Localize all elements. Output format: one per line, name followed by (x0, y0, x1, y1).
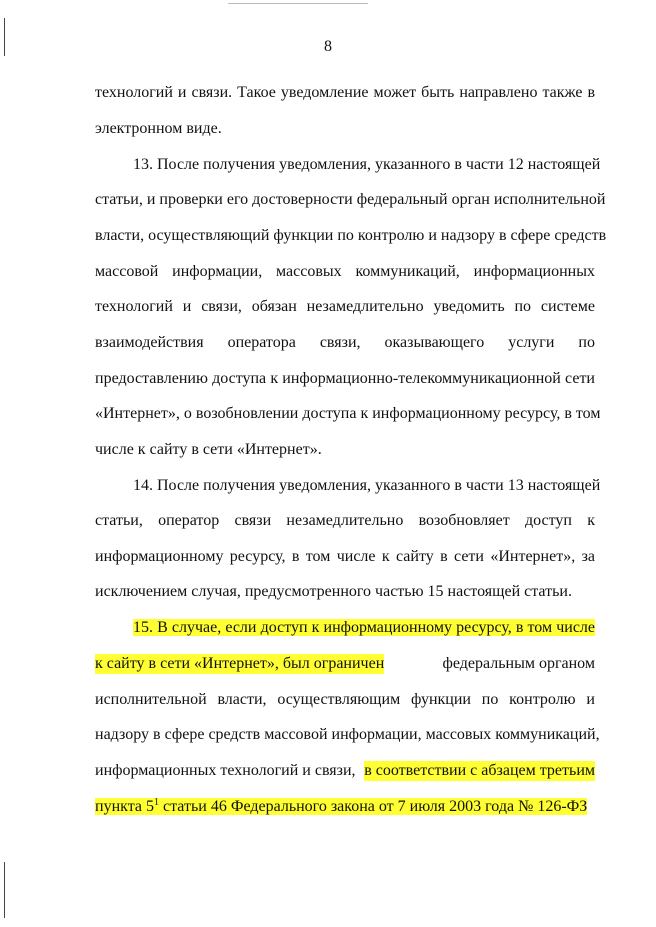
text-line: статьи, оператор связи незамедлительно возобновляет доступ к (95, 512, 595, 529)
page-number: 8 (324, 38, 332, 55)
text-segment: пункта 5 (95, 798, 154, 815)
text-line: технологий и связи, обязан незамедлительно уведомить по системе (95, 298, 595, 315)
superscript: 1 (153, 797, 159, 808)
text-line: статьи, и проверки его достоверности федеральный орган исполнительной (95, 191, 606, 208)
highlighted-text (95, 798, 587, 815)
margin-mark (4, 862, 5, 918)
text-line: электронном виде. (95, 120, 222, 137)
scan-artifact-line (228, 3, 368, 4)
text-line: надзору в сфере средств массовой информации, массовых коммуникаций, (95, 726, 600, 743)
text-line (95, 654, 595, 674)
highlighted-text: 15. В случае, если доступ к информационному ресурсу, в том числе (133, 619, 595, 636)
text-line: взаимодействия оператора связи, оказывающего услуги по (95, 334, 595, 351)
text-line: информационному ресурсу, в том числе к сайту в сети «Интернет», за (95, 548, 595, 565)
text-segment: статьи 46 Федерального закона от 7 июля 2003 года № 126-ФЗ (158, 798, 588, 815)
highlighted-text: к сайту в сети «Интернет», был ограничен (95, 655, 385, 672)
text-line: исполнительной власти, осуществляющим функции по контролю и (95, 691, 595, 708)
text-line: предоставлению доступа к информационно-телекоммуникационной сети (95, 370, 595, 387)
paragraph-15-start (133, 618, 595, 638)
text-line (95, 761, 595, 781)
text-line: власти, осуществляющий функции по контролю и надзору в сфере средств (95, 227, 607, 244)
text-line: массовой информации, массовых коммуникаций, информационных (95, 263, 595, 280)
text-line: исключением случая, предусмотренного частью 15 настоящей статьи. (95, 583, 572, 600)
text-segment: федеральным органом (442, 655, 595, 672)
text-line: «Интернет», о возобновлении доступа к информационному ресурсу, в том (95, 405, 601, 422)
text-line: технологий и связи. Такое уведомление может быть направлено также в (95, 84, 595, 101)
highlighted-text: в соответствии с абзацем третьим (364, 762, 595, 779)
paragraph-13-start: 13. После получения уведомления, указанного в части 12 настоящей (133, 156, 601, 173)
text-segment: информационных технологий и связи, (95, 762, 356, 779)
text-line (95, 797, 595, 817)
paragraph-14-start: 14. После получения уведомления, указанного в части 13 настоящей (133, 477, 601, 494)
text-line: числе к сайту в сети «Интернет». (95, 441, 322, 458)
